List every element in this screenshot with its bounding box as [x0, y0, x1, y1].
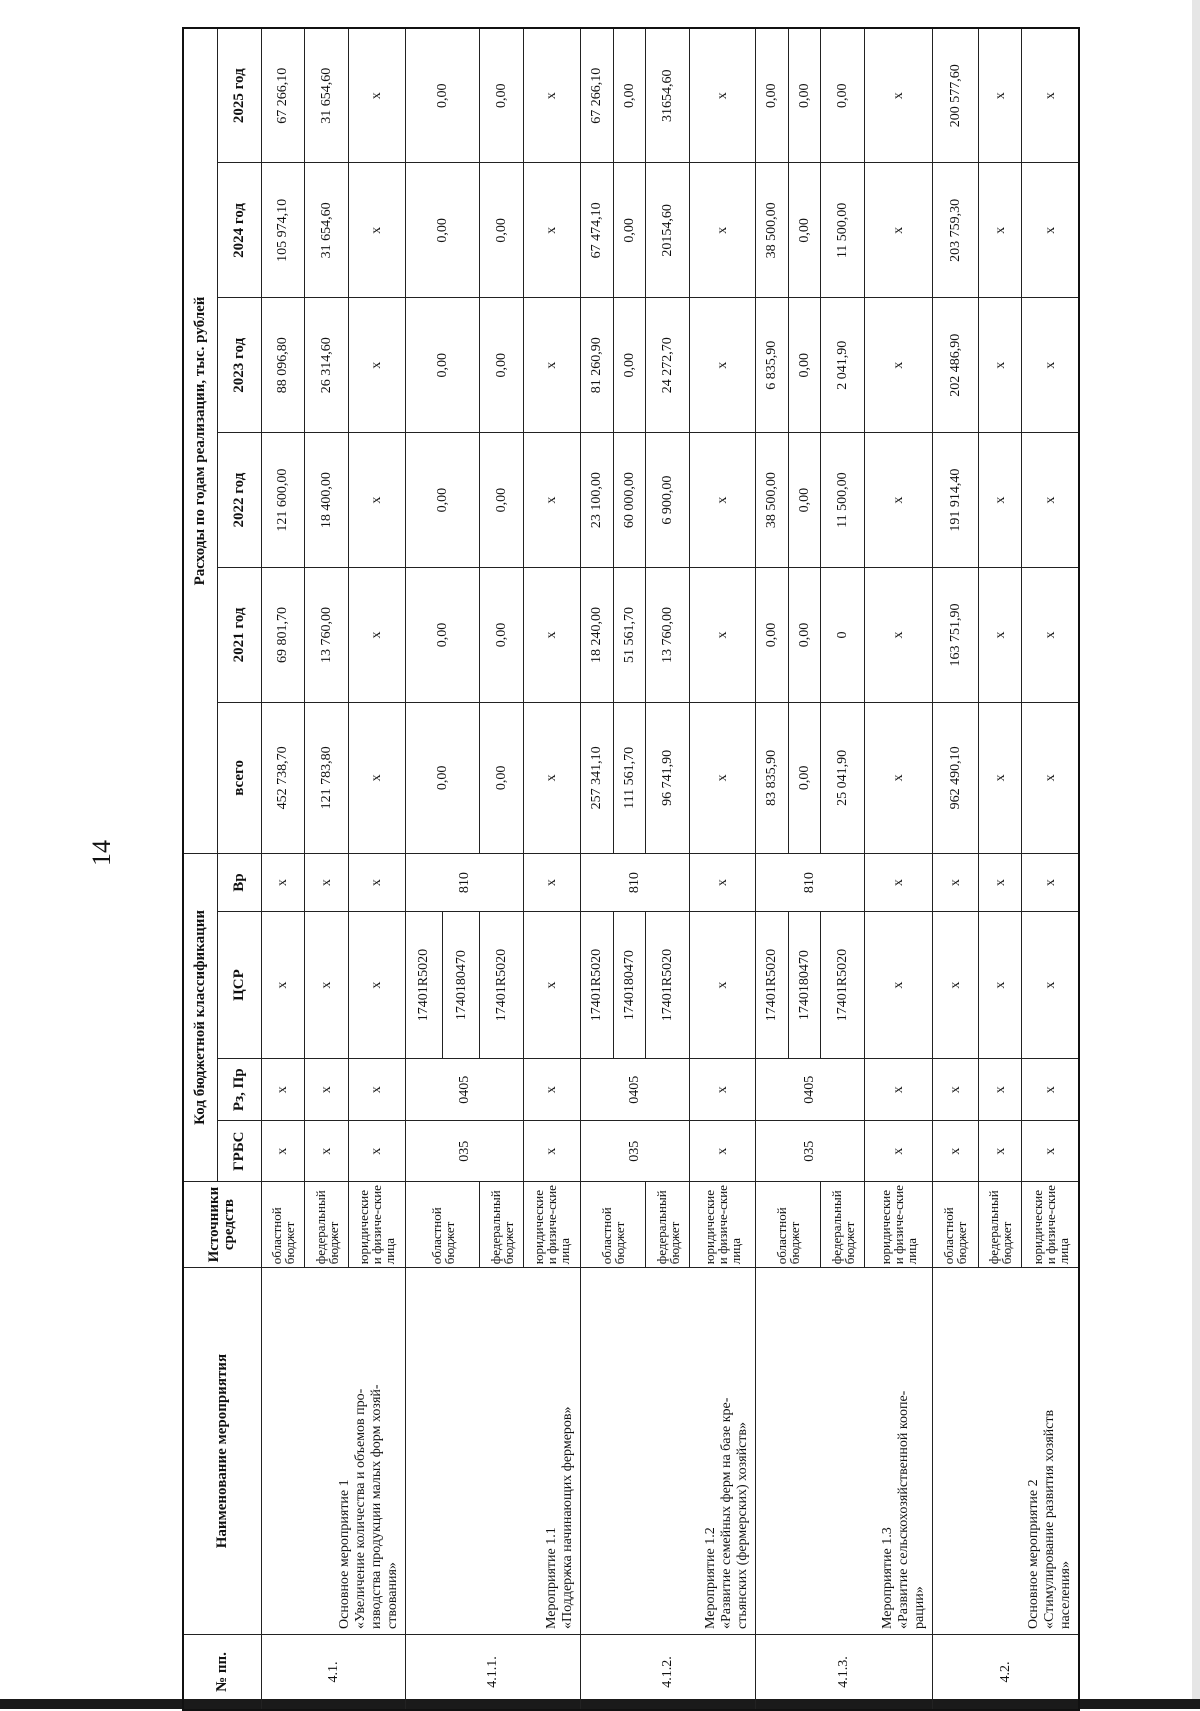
- rzpr-cell: x: [978, 1058, 1022, 1121]
- total-cell: x: [523, 702, 580, 853]
- value-cell: 0,00: [788, 28, 821, 163]
- csr-cell: 17401R5020: [405, 912, 442, 1059]
- value-cell: x: [348, 298, 405, 433]
- value-cell: 6 835,90: [755, 298, 788, 433]
- vr-cell: x: [865, 853, 933, 911]
- value-cell: 0,00: [788, 163, 821, 298]
- header-year-2024: 2024 год: [217, 163, 261, 298]
- header-vr: Вр: [217, 853, 261, 911]
- rzpr-cell: x: [305, 1058, 349, 1121]
- value-cell: 0,00: [405, 433, 479, 568]
- vr-cell: x: [932, 853, 978, 911]
- value-cell: 18 240,00: [580, 568, 613, 703]
- value-cell: 0,00: [405, 298, 479, 433]
- table-row: [755, 28, 788, 1710]
- value-cell: 203 759,30: [932, 163, 978, 298]
- value-cell: 13 760,00: [305, 568, 349, 703]
- header-year-2023: 2023 год: [217, 298, 261, 433]
- header-total: всего: [217, 702, 261, 853]
- value-cell: 0,00: [405, 28, 479, 163]
- budget-table: [182, 27, 1080, 1711]
- csr-cell: 17401R5020: [646, 912, 690, 1059]
- value-cell: x: [978, 298, 1022, 433]
- value-cell: x: [978, 163, 1022, 298]
- csr-cell: 1740180470: [443, 912, 480, 1059]
- value-cell: 67 266,10: [261, 28, 305, 163]
- total-cell: 452 738,70: [261, 702, 305, 853]
- value-cell: x: [523, 433, 580, 568]
- value-cell: x: [523, 568, 580, 703]
- source-label: юридические и физиче-ские лица: [1022, 1181, 1079, 1267]
- value-cell: x: [690, 163, 756, 298]
- page-number: 14: [87, 840, 116, 866]
- grbs-cell: x: [523, 1121, 580, 1181]
- grbs-cell: x: [1022, 1121, 1079, 1181]
- vr-cell: x: [261, 853, 305, 911]
- value-cell: x: [690, 298, 756, 433]
- value-cell: 163 751,90: [932, 568, 978, 703]
- csr-cell: 17401R5020: [755, 912, 788, 1059]
- total-cell: 0,00: [405, 702, 479, 853]
- source-label: федеральный бюджет: [821, 1181, 865, 1267]
- csr-cell: 1740180470: [613, 912, 646, 1059]
- value-cell: x: [1022, 298, 1079, 433]
- vr-cell: x: [978, 853, 1022, 911]
- header-grbs: ГРБС: [217, 1121, 261, 1181]
- rzpr-cell: x: [348, 1058, 405, 1121]
- value-cell: 11 500,00: [821, 163, 865, 298]
- source-label: федеральный бюджет: [480, 1181, 524, 1267]
- header-name: Наименование мероприятия: [183, 1268, 261, 1635]
- value-cell: x: [523, 298, 580, 433]
- value-cell: x: [523, 163, 580, 298]
- vr-cell: 810: [755, 853, 864, 911]
- value-cell: 0,00: [480, 163, 524, 298]
- source-label: юридические и физиче-ские лица: [690, 1181, 756, 1267]
- value-cell: 0,00: [613, 28, 646, 163]
- rzpr-cell: 0405: [755, 1058, 864, 1121]
- value-cell: 191 914,40: [932, 433, 978, 568]
- grbs-cell: 035: [755, 1121, 864, 1181]
- rzpr-cell: x: [523, 1058, 580, 1121]
- value-cell: 0,00: [755, 28, 788, 163]
- row-number: 4.2.: [932, 1634, 1079, 1710]
- total-cell: x: [348, 702, 405, 853]
- activity-name: Мероприятие 1.2 «Развитие семейных ферм на базе кре- стьянских (фермерских) хозяйств»: [580, 1268, 755, 1635]
- rzpr-cell: x: [1022, 1058, 1079, 1121]
- header-year-2022: 2022 год: [217, 433, 261, 568]
- value-cell: 0,00: [480, 28, 524, 163]
- value-cell: x: [865, 28, 933, 163]
- value-cell: x: [1022, 28, 1079, 163]
- value-cell: 0: [821, 568, 865, 703]
- value-cell: 0,00: [755, 568, 788, 703]
- value-cell: 13 760,00: [646, 568, 690, 703]
- value-cell: 0,00: [480, 433, 524, 568]
- total-cell: x: [978, 702, 1022, 853]
- vr-cell: x: [1022, 853, 1079, 911]
- value-cell: 60 000,00: [613, 433, 646, 568]
- value-cell: 31 654,60: [305, 28, 349, 163]
- header-num: № пп.: [183, 1634, 261, 1710]
- row-number: 4.1.3.: [755, 1634, 932, 1710]
- source-label: областной бюджет: [755, 1181, 821, 1267]
- value-cell: 0,00: [821, 28, 865, 163]
- source-label: федеральный бюджет: [646, 1181, 690, 1267]
- value-cell: x: [1022, 568, 1079, 703]
- source-label: областной бюджет: [261, 1181, 305, 1267]
- grbs-cell: x: [865, 1121, 933, 1181]
- total-cell: 83 835,90: [755, 702, 788, 853]
- value-cell: 200 577,60: [932, 28, 978, 163]
- header-expenses-group: Расходы по годам реализации, тыс. рублей: [183, 28, 217, 853]
- value-cell: 24 272,70: [646, 298, 690, 433]
- grbs-cell: x: [261, 1121, 305, 1181]
- value-cell: x: [865, 163, 933, 298]
- rzpr-cell: 0405: [580, 1058, 689, 1121]
- csr-cell: x: [690, 912, 756, 1059]
- total-cell: 0,00: [480, 702, 524, 853]
- total-cell: 96 741,90: [646, 702, 690, 853]
- activity-name: Мероприятие 1.1 «Поддержка начинающих фермеров»: [405, 1268, 580, 1635]
- grbs-cell: x: [348, 1121, 405, 1181]
- source-label: областной бюджет: [405, 1181, 479, 1267]
- row-number: 4.1.2.: [580, 1634, 755, 1710]
- value-cell: x: [348, 28, 405, 163]
- grbs-cell: x: [978, 1121, 1022, 1181]
- csr-cell: x: [261, 912, 305, 1059]
- value-cell: 26 314,60: [305, 298, 349, 433]
- csr-cell: 1740180470: [788, 912, 821, 1059]
- value-cell: 67 266,10: [580, 28, 613, 163]
- table-row: [405, 28, 442, 1710]
- value-cell: x: [690, 28, 756, 163]
- value-cell: 38 500,00: [755, 433, 788, 568]
- table-row: [932, 28, 978, 1710]
- source-label: областной бюджет: [932, 1181, 978, 1267]
- csr-cell: x: [305, 912, 349, 1059]
- rzpr-cell: x: [261, 1058, 305, 1121]
- header-rzpr: Рз, Пр: [217, 1058, 261, 1121]
- scan-edge-right: [1192, 0, 1200, 1709]
- csr-cell: x: [978, 912, 1022, 1059]
- value-cell: 0,00: [405, 568, 479, 703]
- total-cell: x: [865, 702, 933, 853]
- value-cell: 0,00: [480, 298, 524, 433]
- table-row: [261, 28, 305, 1710]
- row-number: 4.1.1.: [405, 1634, 580, 1710]
- row-number: 4.1.: [261, 1634, 405, 1710]
- header-year-2021: 2021 год: [217, 568, 261, 703]
- total-cell: 962 490,10: [932, 702, 978, 853]
- value-cell: 20154,60: [646, 163, 690, 298]
- rzpr-cell: x: [690, 1058, 756, 1121]
- header-sources: Источники средств: [183, 1181, 261, 1267]
- total-cell: x: [1022, 702, 1079, 853]
- value-cell: 0,00: [480, 568, 524, 703]
- value-cell: 11 500,00: [821, 433, 865, 568]
- value-cell: 81 260,90: [580, 298, 613, 433]
- activity-name: Мероприятие 1.3 «Развитие сельскохозяйственной коопе- рации»: [755, 1268, 932, 1635]
- total-cell: 0,00: [788, 702, 821, 853]
- value-cell: x: [865, 298, 933, 433]
- value-cell: x: [1022, 433, 1079, 568]
- source-label: областной бюджет: [580, 1181, 646, 1267]
- total-cell: 121 783,80: [305, 702, 349, 853]
- vr-cell: x: [348, 853, 405, 911]
- value-cell: 0,00: [788, 433, 821, 568]
- value-cell: x: [1022, 163, 1079, 298]
- total-cell: 111 561,70: [613, 702, 646, 853]
- value-cell: 0,00: [788, 568, 821, 703]
- grbs-cell: 035: [580, 1121, 689, 1181]
- value-cell: 38 500,00: [755, 163, 788, 298]
- source-label: федеральный бюджет: [305, 1181, 349, 1267]
- value-cell: 6 900,00: [646, 433, 690, 568]
- vr-cell: x: [690, 853, 756, 911]
- vr-cell: 810: [405, 853, 523, 911]
- csr-cell: x: [865, 912, 933, 1059]
- source-label: юридические и физиче-ские лица: [865, 1181, 933, 1267]
- value-cell: x: [690, 568, 756, 703]
- value-cell: 202 486,90: [932, 298, 978, 433]
- grbs-cell: x: [932, 1121, 978, 1181]
- value-cell: 0,00: [405, 163, 479, 298]
- total-cell: 257 341,10: [580, 702, 613, 853]
- value-cell: x: [978, 28, 1022, 163]
- vr-cell: 810: [580, 853, 689, 911]
- rzpr-cell: 0405: [405, 1058, 523, 1121]
- value-cell: x: [690, 433, 756, 568]
- csr-cell: 17401R5020: [821, 912, 865, 1059]
- rotated-table-wrapper: [182, 27, 1080, 1711]
- total-cell: 25 041,90: [821, 702, 865, 853]
- grbs-cell: x: [690, 1121, 756, 1181]
- source-label: юридические и физиче-ские лица: [523, 1181, 580, 1267]
- value-cell: x: [348, 163, 405, 298]
- csr-cell: x: [932, 912, 978, 1059]
- rzpr-cell: x: [865, 1058, 933, 1121]
- value-cell: x: [348, 433, 405, 568]
- value-cell: x: [978, 568, 1022, 703]
- header-year-2025: 2025 год: [217, 28, 261, 163]
- grbs-cell: 035: [405, 1121, 523, 1181]
- rzpr-cell: x: [932, 1058, 978, 1121]
- source-label: федеральный бюджет: [978, 1181, 1022, 1267]
- vr-cell: x: [523, 853, 580, 911]
- value-cell: x: [865, 568, 933, 703]
- vr-cell: x: [305, 853, 349, 911]
- table-row: [580, 28, 613, 1710]
- value-cell: 69 801,70: [261, 568, 305, 703]
- value-cell: 88 096,80: [261, 298, 305, 433]
- value-cell: x: [523, 28, 580, 163]
- total-cell: x: [690, 702, 756, 853]
- value-cell: x: [865, 433, 933, 568]
- value-cell: x: [978, 433, 1022, 568]
- value-cell: 23 100,00: [580, 433, 613, 568]
- value-cell: 31 654,60: [305, 163, 349, 298]
- value-cell: 18 400,00: [305, 433, 349, 568]
- value-cell: 121 600,00: [261, 433, 305, 568]
- activity-name: Основное мероприятие 2 «Стимулирование развития хозяйств населения»: [932, 1268, 1079, 1635]
- value-cell: 2 041,90: [821, 298, 865, 433]
- value-cell: 105 974,10: [261, 163, 305, 298]
- source-label: юридические и физиче-ские лица: [348, 1181, 405, 1267]
- value-cell: 0,00: [613, 298, 646, 433]
- header-code-group: Код бюджетной классификации: [183, 853, 217, 1181]
- value-cell: 51 561,70: [613, 568, 646, 703]
- value-cell: 31654,60: [646, 28, 690, 163]
- value-cell: 67 474,10: [580, 163, 613, 298]
- grbs-cell: x: [305, 1121, 349, 1181]
- csr-cell: 17401R5020: [480, 912, 524, 1059]
- activity-name: Основное мероприятие 1 «Увеличение количества и объемов про- изводства продукции малых форм хозяй- ствования»: [261, 1268, 405, 1635]
- csr-cell: x: [1022, 912, 1079, 1059]
- csr-cell: x: [348, 912, 405, 1059]
- header-csr: ЦСР: [217, 912, 261, 1059]
- value-cell: 0,00: [788, 298, 821, 433]
- value-cell: x: [348, 568, 405, 703]
- csr-cell: 17401R5020: [580, 912, 613, 1059]
- csr-cell: x: [523, 912, 580, 1059]
- value-cell: 0,00: [613, 163, 646, 298]
